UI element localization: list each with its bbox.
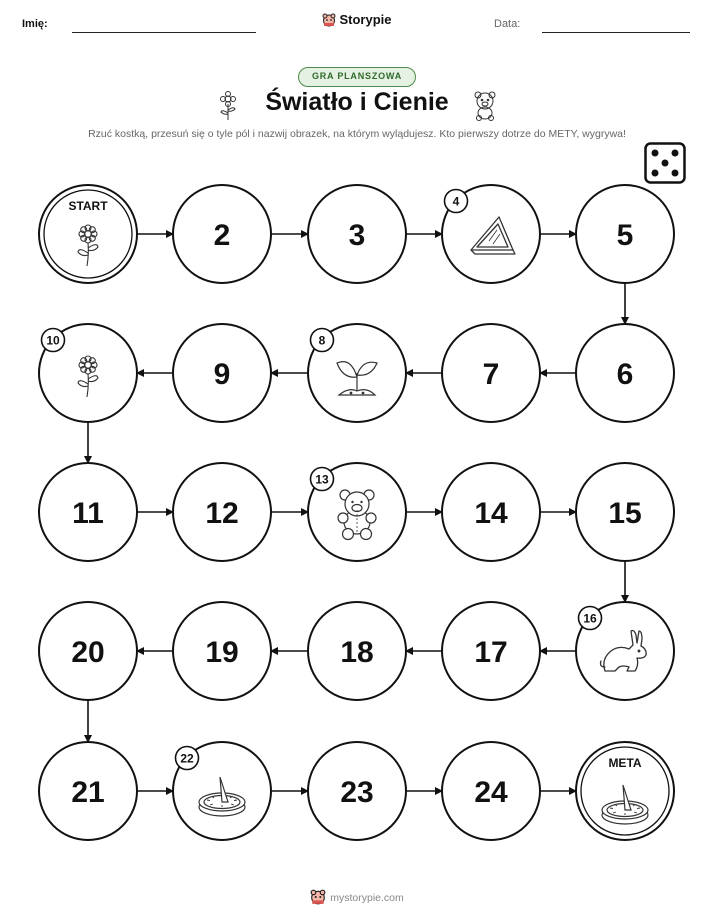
space-number: 4 [452, 194, 460, 209]
board-space-15 [576, 463, 674, 561]
board-space-22 [173, 742, 271, 840]
board-space-meta [576, 742, 674, 840]
space-number: 16 [583, 611, 597, 626]
board-space-18 [308, 602, 406, 700]
board-space-7 [442, 324, 540, 422]
board-space-8 [308, 324, 406, 422]
space-number: 5 [616, 219, 634, 252]
space-number: 23 [340, 776, 374, 809]
board-space-23 [308, 742, 406, 840]
board-space-14 [442, 463, 540, 561]
board-space-11 [39, 463, 137, 561]
space-number: 17 [474, 636, 508, 669]
space-number: 15 [608, 497, 642, 530]
board-space-17 [442, 602, 540, 700]
teddy-bear-icon [338, 490, 376, 540]
board-space-10 [39, 324, 137, 422]
board-space-2 [173, 185, 271, 283]
space-number: 24 [474, 776, 508, 809]
board-space-5 [576, 185, 674, 283]
board-space-20 [39, 602, 137, 700]
board-space-13 [308, 463, 406, 561]
space-label: START [68, 199, 108, 213]
board-space-12 [173, 463, 271, 561]
space-number: 3 [348, 219, 366, 252]
space-number: 2 [213, 219, 231, 252]
board-space-start [39, 185, 137, 283]
date-label: Data: [494, 18, 521, 30]
game-instructions: Rzuć kostką, przesuń się o tyle pól i nazwij obrazek, na którym wylądujesz. Kto pierwszy dotrze do METY, wygrywa! [88, 128, 626, 140]
page-title: Światło i Cienie [265, 88, 449, 116]
space-number: 6 [616, 358, 634, 391]
board-space-9 [173, 324, 271, 422]
space-number: 18 [340, 636, 374, 669]
board-space-3 [308, 185, 406, 283]
space-label: META [608, 756, 642, 770]
board-space-16 [576, 602, 674, 700]
space-number: 11 [72, 497, 104, 530]
space-number: 20 [71, 636, 105, 669]
board-space-6 [576, 324, 674, 422]
space-number: 21 [71, 776, 105, 809]
space-number: 22 [180, 751, 194, 766]
space-number: 8 [318, 333, 326, 348]
name-label: Imię: [22, 18, 48, 30]
board-space-21 [39, 742, 137, 840]
space-number: 12 [205, 497, 239, 530]
board-space-19 [173, 602, 271, 700]
space-number: 7 [482, 358, 500, 391]
space-number: 10 [46, 333, 60, 348]
category-tag: GRA PLANSZOWA [298, 67, 416, 87]
footer-url[interactable]: mystorypie.com [330, 892, 404, 904]
space-number: 9 [213, 358, 231, 391]
board-spaces [39, 185, 674, 840]
space-number: 13 [315, 472, 329, 487]
board-space-4 [442, 185, 540, 283]
board-space-24 [442, 742, 540, 840]
space-number: 19 [205, 636, 239, 669]
footer [0, 889, 714, 905]
mascot-icon [310, 889, 326, 905]
brand-name: Storypie [339, 12, 392, 27]
space-number: 14 [474, 497, 508, 530]
